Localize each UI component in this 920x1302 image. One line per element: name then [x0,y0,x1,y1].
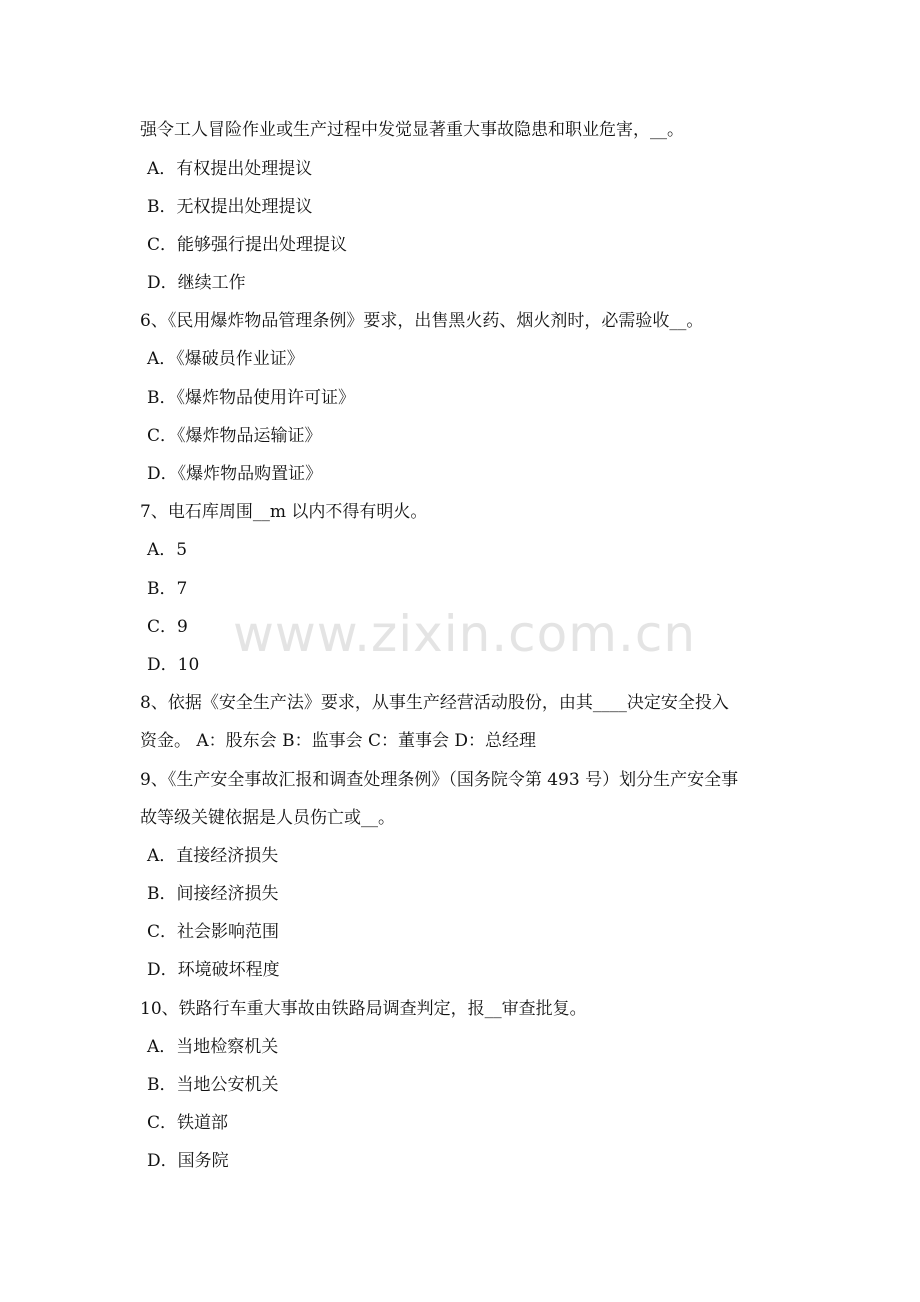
question-10-stem: 10、铁路行车重大事故由铁路局调查判定，报__审查批复。 [140,999,587,1019]
q6-option-d: D．《爆炸物品购置证》 [147,464,323,484]
question-8-stem-cont: 资金。 A：股东会 B：监事会 C：董事会 D：总经理 [140,731,537,751]
q10-option-b: B．当地公安机关 [147,1075,279,1095]
q7-option-b: B．7 [147,579,188,599]
question-7-stem: 7、电石库周围__m 以内不得有明火。 [140,502,428,522]
q9-option-b: B．间接经济损失 [147,884,279,904]
watermark: www.zixin.com.cn [233,605,697,663]
q6-option-a: A．《爆破员作业证》 [147,349,304,369]
q10-option-d: D．国务院 [147,1151,229,1171]
q10-option-a: A．当地检察机关 [147,1037,279,1057]
q7-option-a: A．5 [147,540,188,560]
question-5-stem: 强令工人冒险作业或生产过程中发觉显著重大事故隐患和职业危害，__。 [140,120,684,140]
q10-option-c: C．铁道部 [147,1113,229,1133]
question-6-stem: 6、《民用爆炸物品管理条例》要求，出售黑火药、烟火剂时，必需验收__。 [140,311,704,331]
q5-option-c: C．能够强行提出处理提议 [147,235,348,255]
q6-option-b: B．《爆炸物品使用许可证》 [147,388,355,408]
q7-option-c: C．9 [147,617,188,637]
question-8-stem: 8、依据《安全生产法》要求，从事生产经营活动股份，由其____决定安全投入 [140,693,729,713]
q5-option-a: A．有权提出处理提议 [147,159,313,179]
question-9-stem: 9、《生产安全事故汇报和调查处理条例》（国务院令第 493 号）划分生产安全事 [140,770,739,790]
q6-option-c: C．《爆炸物品运输证》 [147,426,322,446]
q5-option-d: D．继续工作 [147,273,246,293]
question-9-stem-cont: 故等级关键依据是人员伤亡或__。 [140,808,395,828]
q9-option-c: C．社会影响范围 [147,922,280,942]
q7-option-d: D．10 [147,655,200,675]
q5-option-b: B．无权提出处理提议 [147,197,313,217]
q9-option-a: A．直接经济损失 [147,846,279,866]
q9-option-d: D．环境破坏程度 [147,960,280,980]
